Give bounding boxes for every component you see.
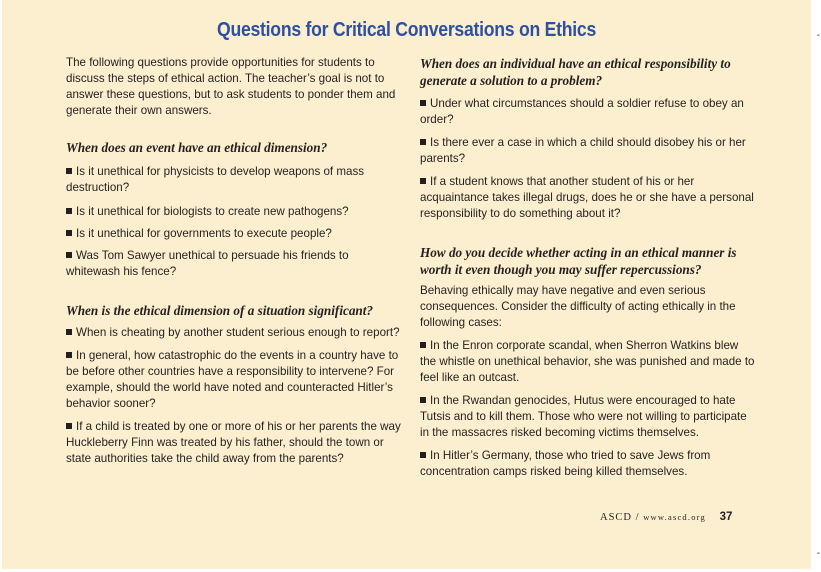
bullet-square-icon xyxy=(66,329,72,335)
footer-url: www.ascd.org xyxy=(643,512,706,522)
bullet-square-icon xyxy=(66,230,72,236)
right-column xyxy=(420,55,756,480)
bullet-square-icon xyxy=(66,208,72,214)
bullet-square-icon xyxy=(420,100,426,106)
section-heading: When is the ethical dimension of a situation significant? xyxy=(66,303,374,318)
bullet-square-icon xyxy=(66,423,72,429)
section-heading: How do you decide whether acting in an ethical manner is worth it even though you may suffer repercussions? xyxy=(420,245,737,277)
bullet-square-icon xyxy=(420,178,426,184)
crop-mark: - xyxy=(816,548,820,559)
section-heading: When does an individual have an ethical responsibility to generate a solution to a problem? xyxy=(420,56,731,88)
bullet-item: In Hitler’s Germany, those who tried to save Jews from concentration camps risked being killed themselves. xyxy=(420,449,711,478)
bullet-item: Is it unethical for governments to execute people? xyxy=(66,226,404,242)
page-edge xyxy=(811,0,821,572)
bullet-square-icon xyxy=(420,397,426,403)
footer-publisher: ASCD / xyxy=(600,512,640,523)
left-column xyxy=(66,55,404,467)
section-intro: Behaving ethically may have negative and even serious consequences. Consider the difficulty of acting ethically in the following cases: xyxy=(420,284,736,329)
bullet-item: If a student knows that another student of his or her acquaintance takes illegal drugs, does he or she have a personal responsibility to do something about it? xyxy=(420,175,754,220)
bullet-square-icon xyxy=(66,252,72,258)
bullet-item: Under what circumstances should a soldier refuse to obey an order? xyxy=(420,97,744,126)
page-title: Questions for Critical Conversations on Ethics xyxy=(216,18,597,41)
bullet-item: Was Tom Sawyer unethical to persuade his friends to whitewash his fence? xyxy=(66,249,349,278)
bullet-item: If a child is treated by one or more of his or her parents the way Huckleberry Finn was treated by his father, should the town or state authorities take the child away from the parents? xyxy=(66,420,401,465)
bullet-item: Is it unethical for physicists to develop weapons of mass destruction? xyxy=(66,165,365,194)
bullet-item: In the Enron corporate scandal, when Sherron Watkins blew the whistle on unethical behavior, she was punished and made to feel like an outcast. xyxy=(420,339,755,384)
document-page xyxy=(2,0,812,569)
section-heading: When does an event have an ethical dimension? xyxy=(66,140,328,155)
bullet-item: Is it unethical for biologists to create new pathogens? xyxy=(66,204,404,220)
bullet-square-icon xyxy=(420,452,426,458)
bullet-square-icon xyxy=(66,352,72,358)
bullet-item: In the Rwandan genocides, Hutus were encouraged to hate Tutsis and to kill them. Those who were not willing to participate in the massacres risked becoming victims themselves. xyxy=(420,394,747,439)
bullet-item: In general, how catastrophic do the events in a country have to be before other countries have a responsibility to intervene? For example, should the world have noted and counteracted Hitler’s behavior sooner? xyxy=(66,349,399,410)
bullet-square-icon xyxy=(420,342,426,348)
page-footer xyxy=(600,511,760,523)
crop-mark: - xyxy=(816,30,820,41)
bullet-square-icon xyxy=(66,168,72,174)
page-number: 37 xyxy=(719,511,733,523)
intro-paragraph: The following questions provide opportunities for students to discuss the steps of ethical action. The teacher’s goal is not to answer these questions, but to ask students to ponder them and generate their own answers. xyxy=(66,56,396,117)
bullet-item: When is cheating by another student serious enough to report? xyxy=(66,325,404,341)
bullet-item: Is there ever a case in which a child should disobey his or her parents? xyxy=(420,136,746,165)
bullet-square-icon xyxy=(420,139,426,145)
